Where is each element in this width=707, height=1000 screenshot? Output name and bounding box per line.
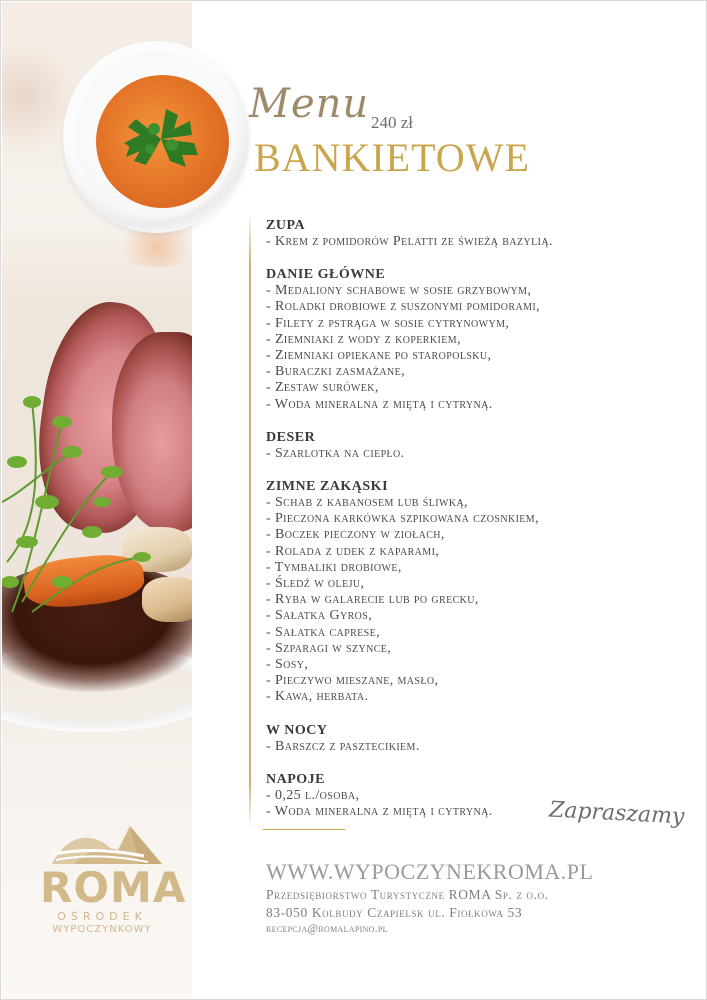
background-blur (112, 227, 192, 267)
menu-item: - Śledź w oleju, (266, 576, 365, 592)
menu-item: - Tymbaliki drobiowe, (266, 559, 402, 575)
section-title: DESER (266, 429, 316, 445)
menu-item: - Woda mineralna z miętą i cytryną. (266, 396, 493, 412)
menu-item: - Roladki drobiowe z suszonymi pomidorami, (266, 299, 541, 315)
menu-item: - Kawa, herbata. (266, 689, 369, 705)
website-link[interactable]: WWW.WYPOCZYNEKROMA.PL (266, 859, 594, 884)
microgreens-garnish (2, 382, 152, 622)
menu-item: - Boczek pieczony w ziołach, (266, 527, 445, 543)
menu-item: - Krem z pomidorów Pelatti ze świeżą bazylią. (266, 234, 553, 249)
menu-item: - Barszcz z pasztecikiem. (266, 738, 420, 754)
menu-item: - 0,25 l./osoba, (266, 787, 360, 803)
menu-item: - Ryba w galarecie lub po grecku, (266, 592, 479, 608)
menu-item: - Sosy, (266, 657, 309, 673)
closing-signature: Zapraszamy (548, 797, 685, 830)
menu-item: - Ziemniaki opiekane po staropolsku, (266, 348, 492, 364)
menu-item: - Ziemniaki z wody z koperkiem, (266, 331, 461, 347)
menu-item: - Pieczona karkówka szpikowana czosnkiem, (266, 511, 540, 527)
parsley-garnish-icon (106, 99, 216, 179)
menu-price: 240 zł (371, 113, 414, 132)
menu-item: - Sałatka caprese, (266, 624, 381, 640)
menu-content (266, 217, 686, 836)
menu-item: - Woda mineralna z miętą i cytryną. (266, 804, 493, 820)
menu-item: - Szparagi w szynce, (266, 640, 392, 656)
menu-main-title: BANKIETOWE (254, 135, 530, 180)
menu-section-danie-glowne (266, 266, 686, 413)
menu-section-deser (266, 429, 686, 462)
menu-script-title: Menu (249, 81, 370, 127)
menu-item: - Rolada z udek z kaparami, (266, 543, 440, 559)
section-title: NAPOJE (266, 771, 325, 787)
logo-subtitle: OŚRODEK (57, 910, 147, 923)
menu-item: - Pieczywo mieszane, masło, (266, 673, 439, 689)
vertical-divider (249, 213, 251, 830)
menu-item: - Szarlotka na ciepło. (266, 445, 405, 461)
menu-section-w-nocy (266, 722, 686, 755)
company-name: Przedsiębiorstwo Turystyczne ROMA Sp. z o.o. (266, 887, 549, 902)
menu-item: - Medaliony schabowe w sosie grzybowym, (266, 283, 532, 299)
roma-logo (40, 820, 187, 945)
logo-subtitle: WYPOCZYNKOWY (52, 924, 152, 935)
section-title: ZUPA (266, 218, 306, 233)
menu-item: - Sałatka Gyros, (266, 608, 373, 624)
contact-email[interactable]: recepcja@romalapino.pl (266, 923, 388, 935)
section-title: DANIE GŁÓWNE (266, 267, 386, 283)
horizontal-divider (263, 829, 345, 830)
section-title: W NOCY (266, 722, 328, 738)
menu-item: - Buraczki zasmażane, (266, 364, 406, 380)
menu-item: - Schab z kabanosem lub śliwką, (266, 495, 468, 511)
logo-name: ROMA (40, 863, 187, 912)
section-title: ZIMNE ZAKĄSKI (266, 479, 389, 495)
menu-item: - Filety z pstrąga w sosie cytrynowym, (266, 315, 510, 331)
menu-section-zupa (266, 217, 686, 250)
company-address: 83-050 Kolbudy Czapielsk ul. Fiołkowa 53 (266, 905, 523, 920)
menu-section-zimne-zakaski (266, 478, 686, 706)
menu-item: - Zestaw surówek, (266, 380, 379, 396)
logo-emblem-icon (44, 820, 164, 868)
